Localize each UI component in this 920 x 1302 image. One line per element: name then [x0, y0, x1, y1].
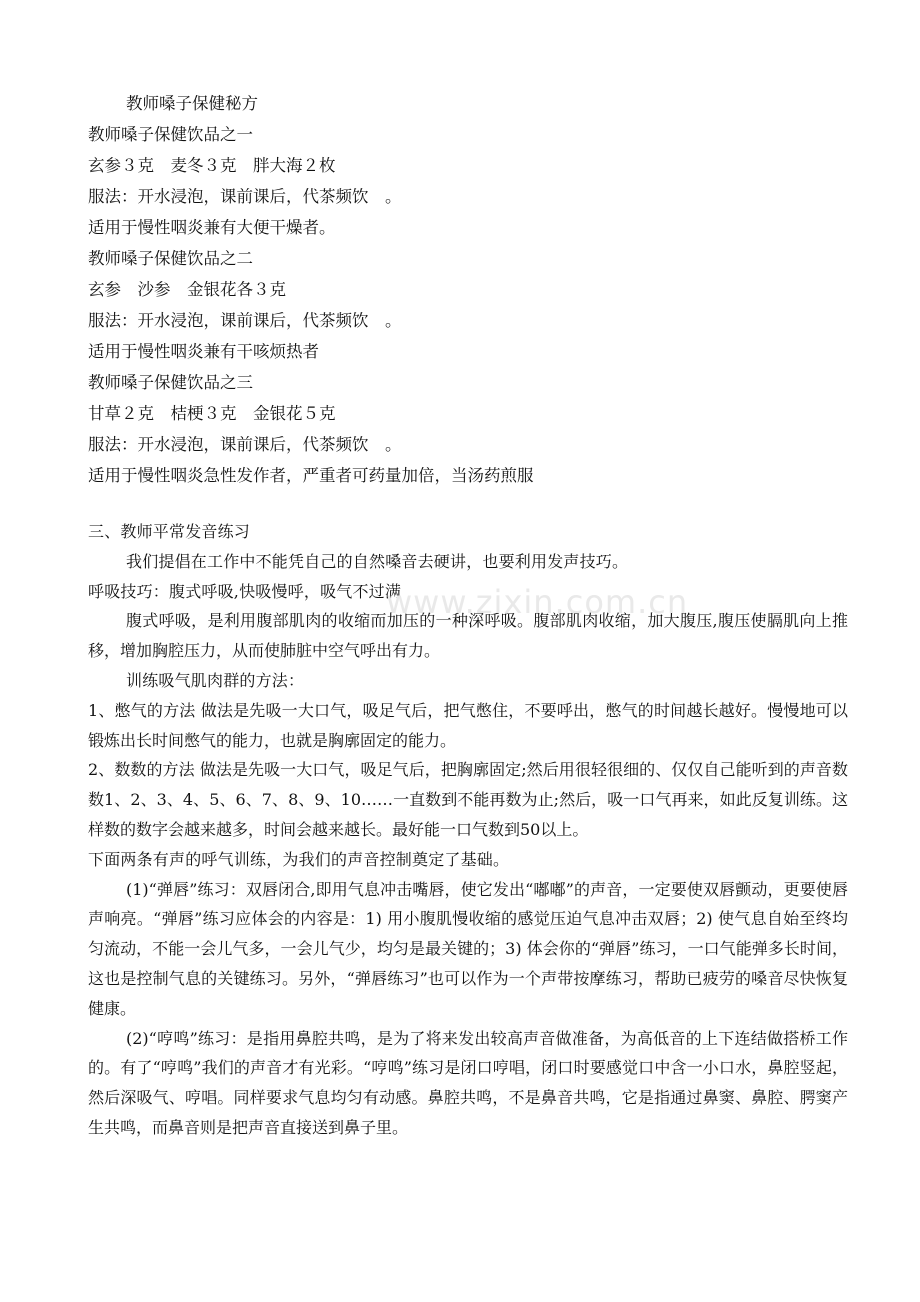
remedy-2-usage: 服法：开水浸泡，课前课后，代茶频饮 。 [88, 311, 402, 330]
watermark: www.zixin.com.cn [386, 583, 689, 621]
document-page [88, 88, 848, 1143]
remedy-1-usage: 服法：开水浸泡，课前课后，代茶频饮 。 [88, 187, 402, 206]
methods-heading: 训练吸气肌肉群的方法： [126, 670, 305, 690]
exercise-1-paragraph: (1)“弹唇”练习：双唇闭合,即用气息冲击嘴唇，使它发出“嘟嘟”的声音，一定要使双唇颤动，更要使唇声响亮。“弹唇”练习应体会的内容是：1) 用小腹肌慢收缩的感觉压迫气息冲击双唇；2) 使气息自始至终均匀流动，不能一会儿气多，一会儿气少，均匀是最关键的；3) 体会你的“弹唇”练习，一口气能弹多长时间，这也是控制气息的关键练习。另外，“弹唇练习”也可以作为一个声带按摩练习，帮助已疲劳的嗓音尽快恢复健康。 [88, 879, 848, 1018]
method-1-paragraph: 1、憋气的方法 做法是先吸一大口气，吸足气后，把气憋住，不要呼出，憋气的时间越长越好。慢慢地可以锻炼出长时间憋气的能力，也就是胸廓固定的能力。 [88, 700, 848, 750]
remedy-1-heading: 教师嗓子保健饮品之一 [88, 125, 253, 144]
method-2-paragraph: 2、数数的方法 做法是先吸一大口气，吸足气后，把胸廓固定;然后用很轻很细的、仅仅自己能听到的声音数数1、2、3、4、5、6、7、8、9、10……一直数到不能再数为止;然后，吸一口气再来，如此反复训练。这样数的数字会越来越多，时间会越来越长。最好能一口气数到50以上。 [88, 760, 848, 839]
remedy-3-heading: 教师嗓子保健饮品之三 [88, 373, 253, 392]
remedies-title: 教师嗓子保健秘方 [126, 94, 258, 113]
remedy-1-ingredients: 玄参３克 麦冬３克 胖大海２枚 [88, 156, 336, 175]
exercise-2-paragraph: (2)“哼鸣”练习：是指用鼻腔共鸣，是为了将来发出较高声音做准备，为高低音的上下连结做搭桥工作的。有了“哼鸣”我们的声音才有光彩。“哼鸣”练习是闭口哼唱，闭口时要感觉口中含一小口水，鼻腔竖起，然后深吸气、哼唱。同样要求气息均匀有动感。鼻腔共鸣，不是鼻音共鸣，它是指通过鼻窦、鼻腔、腭窦产生共鸣，而鼻音则是把声音直接送到鼻子里。 [88, 1028, 848, 1137]
remedy-1-indication: 适用于慢性咽炎兼有大便干燥者。 [88, 218, 336, 237]
abdominal-breathing-paragraph: 腹式呼吸，是利用腹部肌肉的收缩而加压的一种深呼吸。腹部肌肉收缩，加大腹压,腹压使膈肌向上推移，增加胸腔压力，从而使肺脏中空气呼出有力。 [88, 611, 848, 661]
remedy-2-ingredients: 玄参 沙参 金银花各３克 [88, 280, 286, 299]
remedy-3-indication: 适用于慢性咽炎急性发作者，严重者可药量加倍，当汤药煎服 [88, 466, 534, 485]
remedy-2-indication: 适用于慢性咽炎兼有干咳烦热者 [88, 342, 319, 361]
practice-section [88, 517, 848, 1143]
remedy-3-ingredients: 甘草２克 桔梗３克 金银花５克 [88, 404, 336, 423]
breath-tip: 呼吸技巧：腹式呼吸,快吸慢呼，吸气不过满 [88, 581, 402, 601]
remedy-3-usage: 服法：开水浸泡，课前课后，代茶频饮 。 [88, 435, 402, 454]
exhale-intro: 下面两条有声的呼气训练，为我们的声音控制奠定了基础。 [88, 849, 510, 869]
practice-heading: 三、教师平常发音练习 [88, 522, 251, 541]
remedy-2-heading: 教师嗓子保健饮品之二 [88, 249, 253, 268]
practice-intro: 我们提倡在工作中不能凭自己的自然嗓音去硬讲，也要利用发声技巧。 [126, 551, 629, 571]
remedies-section [88, 88, 848, 491]
